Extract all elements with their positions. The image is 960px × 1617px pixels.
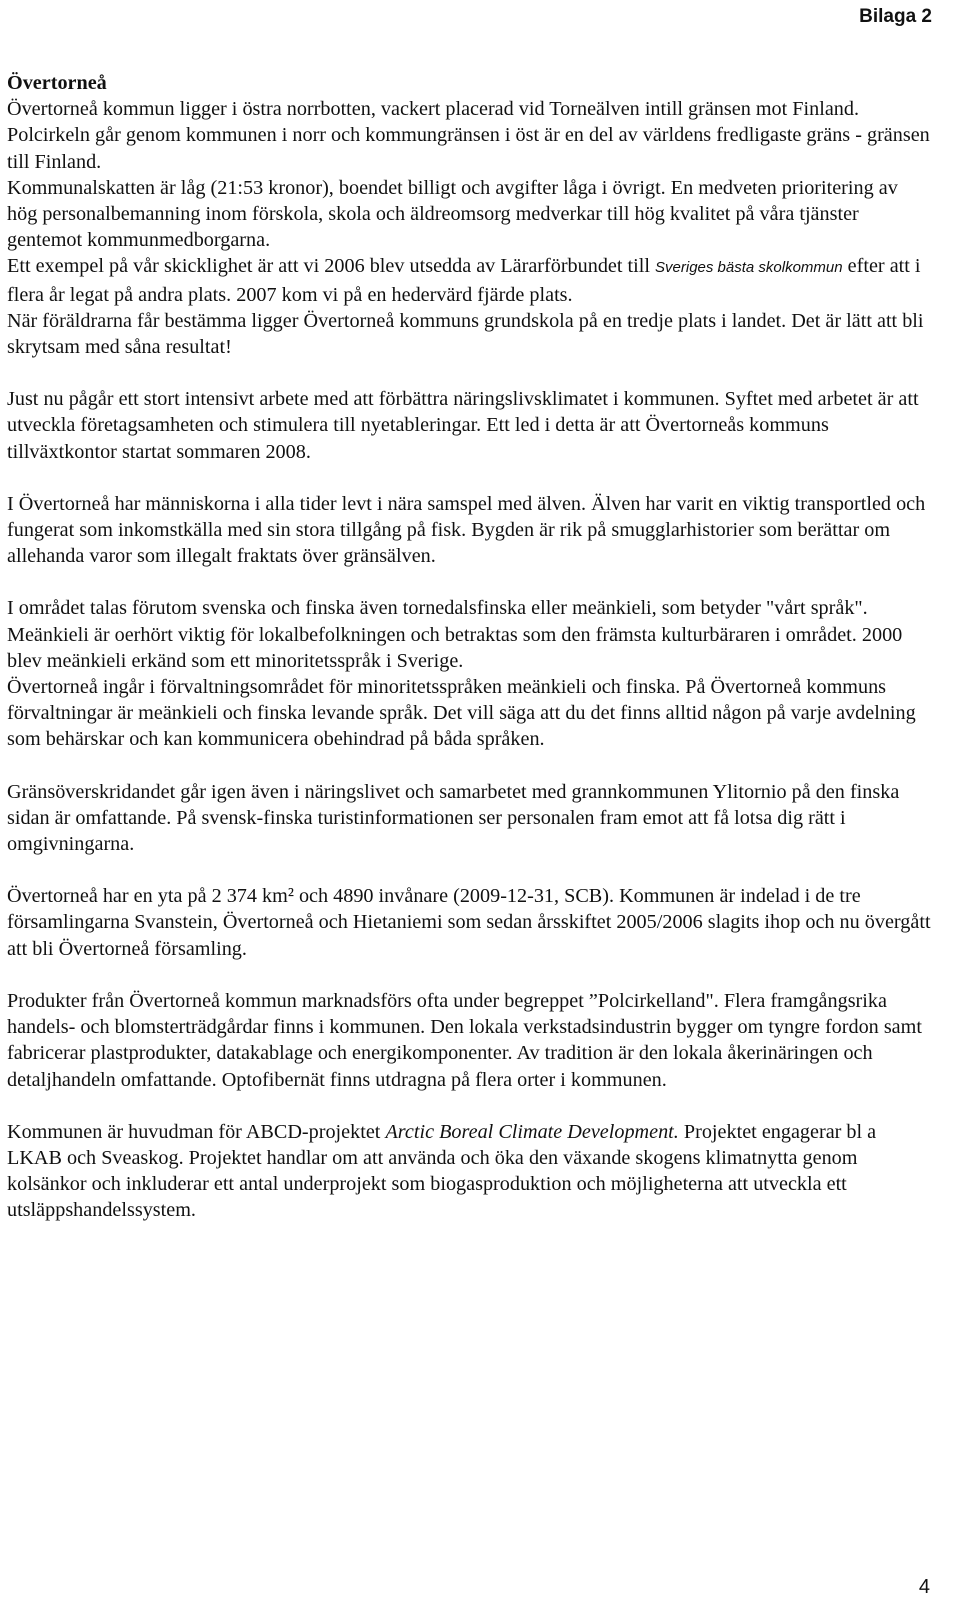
intro-award bbox=[7, 253, 932, 307]
project-text-b: Projektet engagerar bl a LKAB och Sveaskog. Projektet handlar om att använda och öka den växande skogens klimatnytta genom kolsänkor och inkluderar ett antal underprojekt som biogasproduktion och möjligheterna att utveckla ett utsläppshandelssystem. bbox=[7, 1120, 877, 1222]
document-body bbox=[7, 70, 932, 1224]
paragraph-facts: Övertorneå har en yta på 2 374 km² och 4890 invånare (2009-12-31, SCB). Kommunen är indelad i de tre församlingarna Svanstein, Övertorneå och Hietaniemi som sedan årsskiftet 2005/2006 slagits ihop och nu övergått att bli Övertorneå församling. bbox=[7, 885, 931, 960]
paragraph-language: I området talas förutom svenska och finska även tornedalsfinska eller meänkieli, som betyder "vårt språk". Meänkieli är oerhört viktig för lokalbefolkningen och betraktas som den främsta kulturbäraren i området. 2000 blev meänkieli erkänd som ett minoritetsspråk i Sverige. bbox=[7, 597, 903, 672]
paragraph-project bbox=[7, 1119, 932, 1224]
paragraph-river: I Övertorneå har människorna i alla tider levt i nära samspel med älven. Älven har varit en viktig transportled och fungerat som inkomstkälla med sin stora tillgång på fisk. Bygden är rik på smugglarhistorier som berättar om allehanda varor som illegalt fraktats över gränsälven. bbox=[7, 492, 926, 568]
intro-school: När föräldrarna får bestämma ligger Övertorneå kommuns grundskola på en tredje plats i landet. Det är lätt att bli skrytsam med såna resultat! bbox=[7, 309, 924, 359]
paragraph-crossborder: Gränsöverskridandet går igen även i näringslivet och samarbetet med grannkommunen Ylitornio på den finska sidan är omfattande. På svensk-finska turistinformationen ser personalen fram emot att få lotsa dig rätt i omgivningarna. bbox=[7, 780, 900, 856]
intro-location: Övertorneå kommun ligger i östra norrbotten, vackert placerad vid Torneälven intill gränsen mot Finland. Polcirkeln går genom kommunen i norr och kommungränsen i öst är en del av världens fredligaste gräns - gränsen till Finland. bbox=[7, 98, 930, 173]
award-text-a: Ett exempel på vår skicklighet är att vi 2006 blev utsedda av Lärarförbundet till bbox=[7, 255, 656, 278]
award-name: Sveriges bästa skolkommun bbox=[655, 259, 843, 277]
paragraph-language-admin: Övertorneå ingår i förvaltningsområdet för minoritetsspråken meänkieli och finska. På Övertorneå kommuns förvaltningar är meänkieli och finska levande språk. Det vill säga att du det finns alltid någon på varje avdelning som behärskar och kan kommunicera obehindrad på båda språken. bbox=[7, 676, 916, 751]
page-title: Övertorneå bbox=[7, 72, 107, 94]
project-text-a: Kommunen är huvudman för ABCD-projektet bbox=[7, 1120, 386, 1143]
annex-label: Bilaga 2 bbox=[859, 6, 932, 27]
page-number: 4 bbox=[918, 1576, 930, 1598]
paragraph-business: Just nu pågår ett stort intensivt arbete med att förbättra näringslivsklimatet i kommunen. Syftet med arbetet är att utveckla företagsamheten och stimulera till nyetableringar. Ett led i detta är att Övertorneås kommuns tillväxtkontor startat sommaren 2008. bbox=[7, 388, 919, 463]
intro-tax: Kommunalskatten är låg (21:53 kronor), boendet billigt och avgifter låga i övrigt. En medveten prioritering av hög personalbemanning inom förskola, skola och äldreomsorg medverkar till hög kvalitet på våra tjänster gentemot kommunmedborgarna. bbox=[7, 176, 898, 252]
paragraph-products: Produkter från Övertorneå kommun marknadsförs ofta under begreppet ”Polcirkelland". Flera framgångsrika handels- och blomsterträdgårdar finns i kommunen. Den lokala verkstadsindustrin bygger om tyngre fordon samt fabricerar plastprodukter, datakablage och energikomponenter. Av tradition är den lokala åkerinäringen och detaljhandeln omfattande. Optofibernät finns utdragna på flera orter i kommunen. bbox=[7, 989, 922, 1091]
award-text-b: efter att i flera år legat på andra plats. 2007 kom vi på en hedervärd fjärde plats. bbox=[7, 255, 921, 306]
project-name: Arctic Boreal Climate Development. bbox=[385, 1120, 679, 1143]
